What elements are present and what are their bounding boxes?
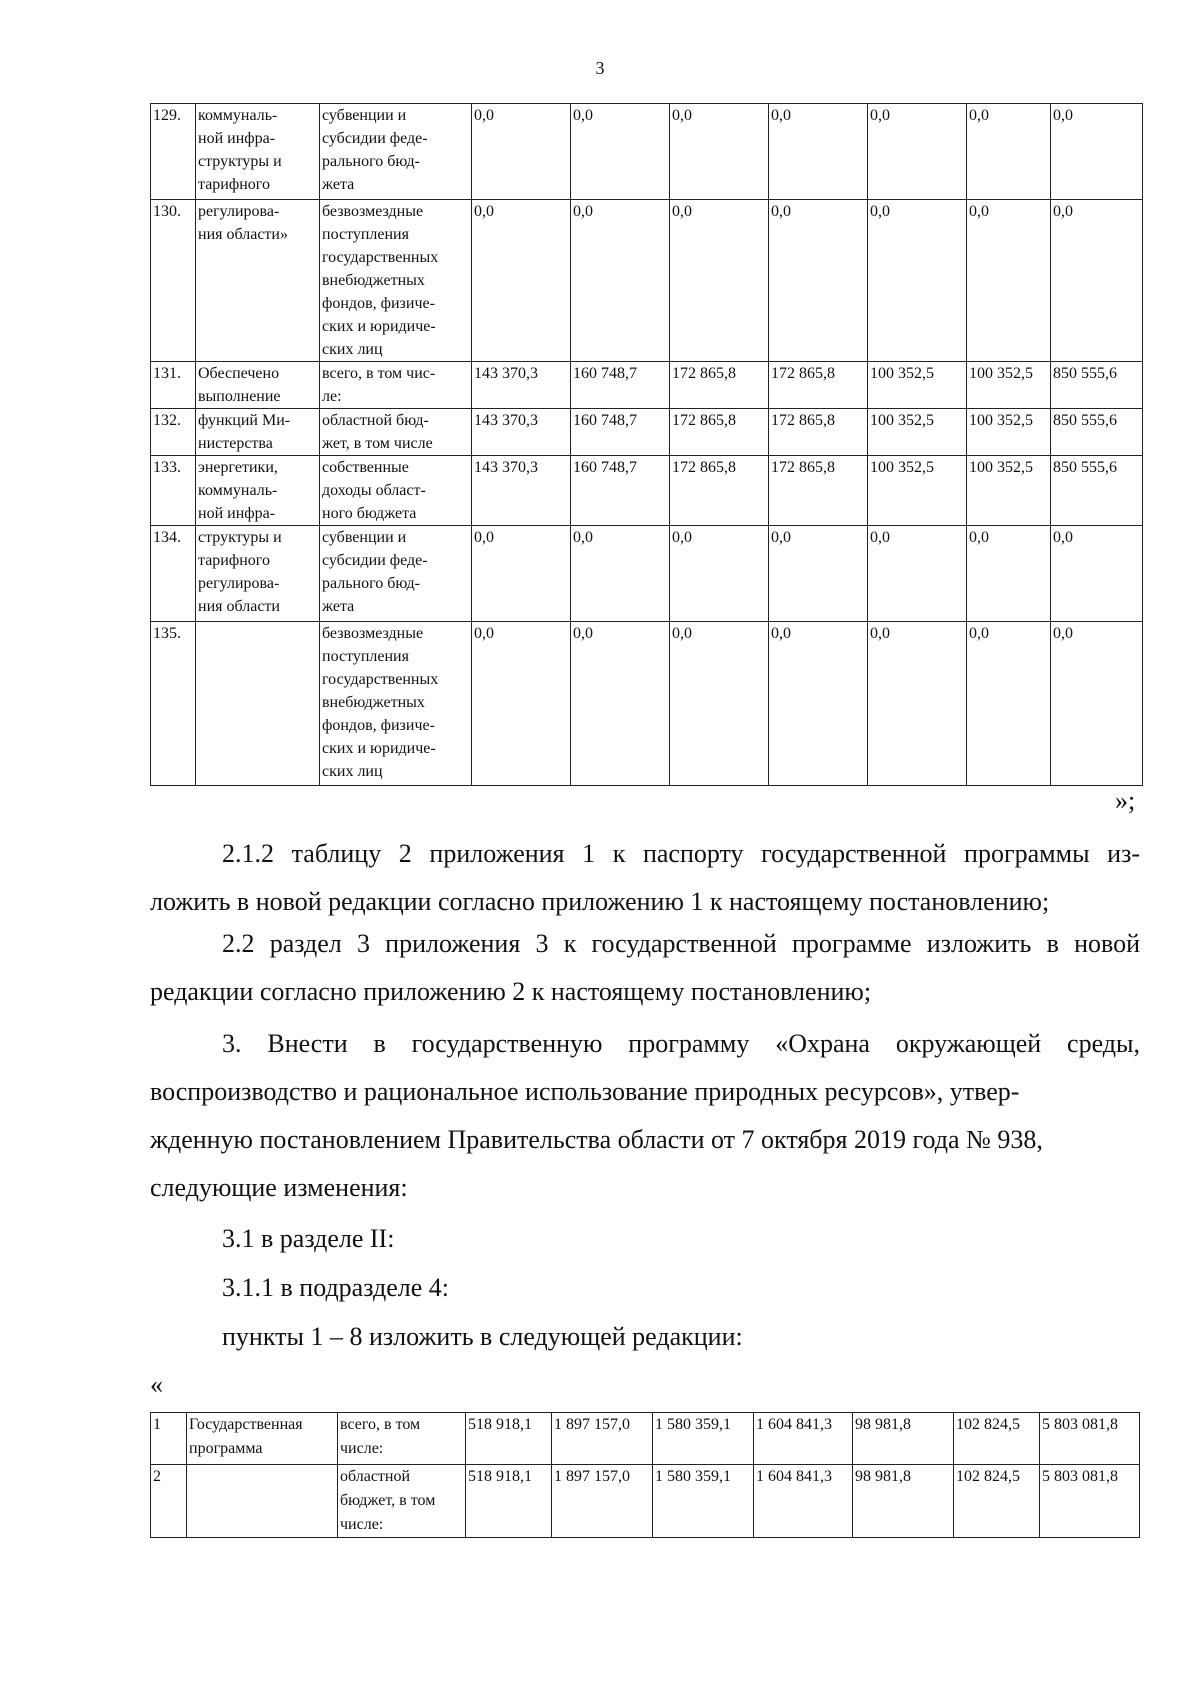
subsection-3-1: 3.1 в разделе II: (222, 1224, 395, 1253)
value-cell: 0,0 (670, 104, 769, 200)
value-cell: 0,0 (1051, 104, 1143, 200)
value-cell: 1 580 359,1 (653, 1465, 754, 1538)
value-cell: 0,0 (868, 526, 967, 622)
value-cell: 518 918,1 (466, 1413, 552, 1465)
table-row (151, 409, 1143, 456)
paragraph-continuation: редакции согласно приложению 2 к настоящему постановлению; (150, 977, 872, 1006)
page-number: 3 (595, 58, 605, 78)
value-cell: 102 824,5 (954, 1413, 1040, 1465)
value-cell: 0,0 (769, 526, 868, 622)
table-row (151, 200, 1143, 362)
table-row (151, 622, 1143, 786)
funding-source-cell: областной бюджет, в том числе: (338, 1465, 466, 1538)
value-cell: 0,0 (472, 622, 571, 786)
value-cell: 1 604 841,3 (754, 1465, 853, 1538)
value-cell: 172 865,8 (769, 362, 868, 409)
row-number: 2 (151, 1465, 187, 1538)
value-cell: 0,0 (472, 526, 571, 622)
value-cell: 0,0 (1051, 526, 1143, 622)
funding-source-cell: областной бюд- жет, в том числе (320, 409, 472, 456)
value-cell: 172 865,8 (769, 409, 868, 456)
value-cell: 160 748,7 (571, 409, 670, 456)
value-cell: 0,0 (769, 622, 868, 786)
row-number: 130. (151, 200, 196, 362)
value-cell: 143 370,3 (472, 409, 571, 456)
paragraph-first-line: 2.2 раздел 3 приложения 3 к государственной программе изложить в новой (222, 929, 1140, 958)
program-name-cell: Обеспечено выполнение (196, 362, 320, 409)
value-cell: 850 555,6 (1051, 456, 1143, 526)
value-cell: 160 748,7 (571, 456, 670, 526)
value-cell: 0,0 (769, 200, 868, 362)
program-name-cell: функций Ми- нистерства (196, 409, 320, 456)
value-cell: 102 824,5 (954, 1465, 1040, 1538)
opening-quote: « (150, 1370, 163, 1399)
value-cell: 0,0 (868, 622, 967, 786)
value-cell: 172 865,8 (769, 456, 868, 526)
value-cell: 100 352,5 (868, 409, 967, 456)
value-cell: 0,0 (472, 200, 571, 362)
value-cell: 0,0 (571, 200, 670, 362)
row-number: 132. (151, 409, 196, 456)
row-number: 131. (151, 362, 196, 409)
value-cell: 850 555,6 (1051, 409, 1143, 456)
funding-source-cell: субвенции и субсидии феде- рального бюд- жета (320, 104, 472, 200)
value-cell: 100 352,5 (967, 409, 1051, 456)
row-number: 1 (151, 1413, 187, 1465)
value-cell: 100 352,5 (967, 362, 1051, 409)
program-name-cell: энергетики, коммуналь- ной инфра- (196, 456, 320, 526)
value-cell: 0,0 (571, 526, 670, 622)
funding-source-cell: всего, в том чис- ле: (320, 362, 472, 409)
row-number: 134. (151, 526, 196, 622)
value-cell: 0,0 (967, 622, 1051, 786)
row-number: 135. (151, 622, 196, 786)
value-cell: 143 370,3 (472, 456, 571, 526)
table-row (151, 104, 1143, 200)
value-cell: 160 748,7 (571, 362, 670, 409)
program-name-cell (187, 1465, 338, 1538)
value-cell: 100 352,5 (868, 362, 967, 409)
value-cell: 0,0 (571, 622, 670, 786)
funding-source-cell: субвенции и субсидии феде- рального бюд- жета (320, 526, 472, 622)
table-row (151, 1413, 1140, 1465)
paragraph-3 (150, 1020, 1140, 1212)
paragraph-first-line: 2.1.2 таблицу 2 приложения 1 к паспорту государственной программы из- (222, 839, 1140, 868)
value-cell: 0,0 (670, 622, 769, 786)
value-cell: 0,0 (769, 104, 868, 200)
value-cell: 98 981,8 (853, 1465, 954, 1538)
program-name-cell: Государственная программа (187, 1413, 338, 1465)
value-cell: 0,0 (1051, 200, 1143, 362)
paragraph-first-line: 3. Внести в государственную программу «Охрана окружающей среды, (222, 1029, 1140, 1058)
funding-table-top (150, 103, 1143, 786)
value-cell: 1 897 157,0 (552, 1465, 653, 1538)
value-cell: 0,0 (670, 526, 769, 622)
value-cell: 0,0 (967, 526, 1051, 622)
value-cell: 0,0 (967, 104, 1051, 200)
program-name-cell: регулирова- ния области» (196, 200, 320, 362)
value-cell: 172 865,8 (670, 409, 769, 456)
table-row (151, 1465, 1140, 1538)
table-row (151, 362, 1143, 409)
table-row (151, 526, 1143, 622)
value-cell: 0,0 (1051, 622, 1143, 786)
value-cell: 0,0 (868, 104, 967, 200)
program-name-cell (196, 622, 320, 786)
value-cell: 850 555,6 (1051, 362, 1143, 409)
row-number: 129. (151, 104, 196, 200)
row-number: 133. (151, 456, 196, 526)
closing-quote: »; (1115, 786, 1136, 815)
value-cell: 1 604 841,3 (754, 1413, 853, 1465)
paragraph-continuation: ложить в новой редакции согласно приложению 1 к настоящему постановлению; (150, 887, 1050, 916)
value-cell: 0,0 (571, 104, 670, 200)
value-cell: 1 897 157,0 (552, 1413, 653, 1465)
value-cell: 5 803 081,8 (1040, 1465, 1140, 1538)
funding-source-cell: всего, в том числе: (338, 1413, 466, 1465)
program-name-cell: коммуналь- ной инфра- структуры и тарифного (196, 104, 320, 200)
value-cell: 100 352,5 (868, 456, 967, 526)
value-cell: 0,0 (670, 200, 769, 362)
value-cell: 172 865,8 (670, 362, 769, 409)
value-cell: 518 918,1 (466, 1465, 552, 1538)
value-cell: 0,0 (472, 104, 571, 200)
value-cell: 143 370,3 (472, 362, 571, 409)
funding-source-cell: собственные доходы област- ного бюджета (320, 456, 472, 526)
funding-source-cell: безвозмездные поступления государственных внебюджетных фондов, физиче- ских и юридиче- ских лиц (320, 622, 472, 786)
value-cell: 0,0 (868, 200, 967, 362)
paragraph-2-1-2 (150, 830, 1140, 926)
items-instruction: пункты 1 – 8 изложить в следующей редакции: (222, 1322, 743, 1351)
program-name-cell: структуры и тарифного регулирова- ния области (196, 526, 320, 622)
value-cell: 5 803 081,8 (1040, 1413, 1140, 1465)
table-row (151, 456, 1143, 526)
funding-table-bottom (150, 1412, 1140, 1538)
value-cell: 172 865,8 (670, 456, 769, 526)
paragraph-2-2 (150, 920, 1140, 1016)
value-cell: 100 352,5 (967, 456, 1051, 526)
funding-source-cell: безвозмездные поступления государственных внебюджетных фондов, физиче- ских и юридиче- ских лиц (320, 200, 472, 362)
value-cell: 0,0 (967, 200, 1051, 362)
paragraph-continuation: воспроизводство и рациональное использование природных ресурсов», утвер- жденную постановлением Правительства области от 7 октября 2019 года № 938, следующие изменения: (150, 1077, 1043, 1202)
value-cell: 98 981,8 (853, 1413, 954, 1465)
subsection-3-1-1: 3.1.1 в подразделе 4: (222, 1273, 450, 1302)
value-cell: 1 580 359,1 (653, 1413, 754, 1465)
